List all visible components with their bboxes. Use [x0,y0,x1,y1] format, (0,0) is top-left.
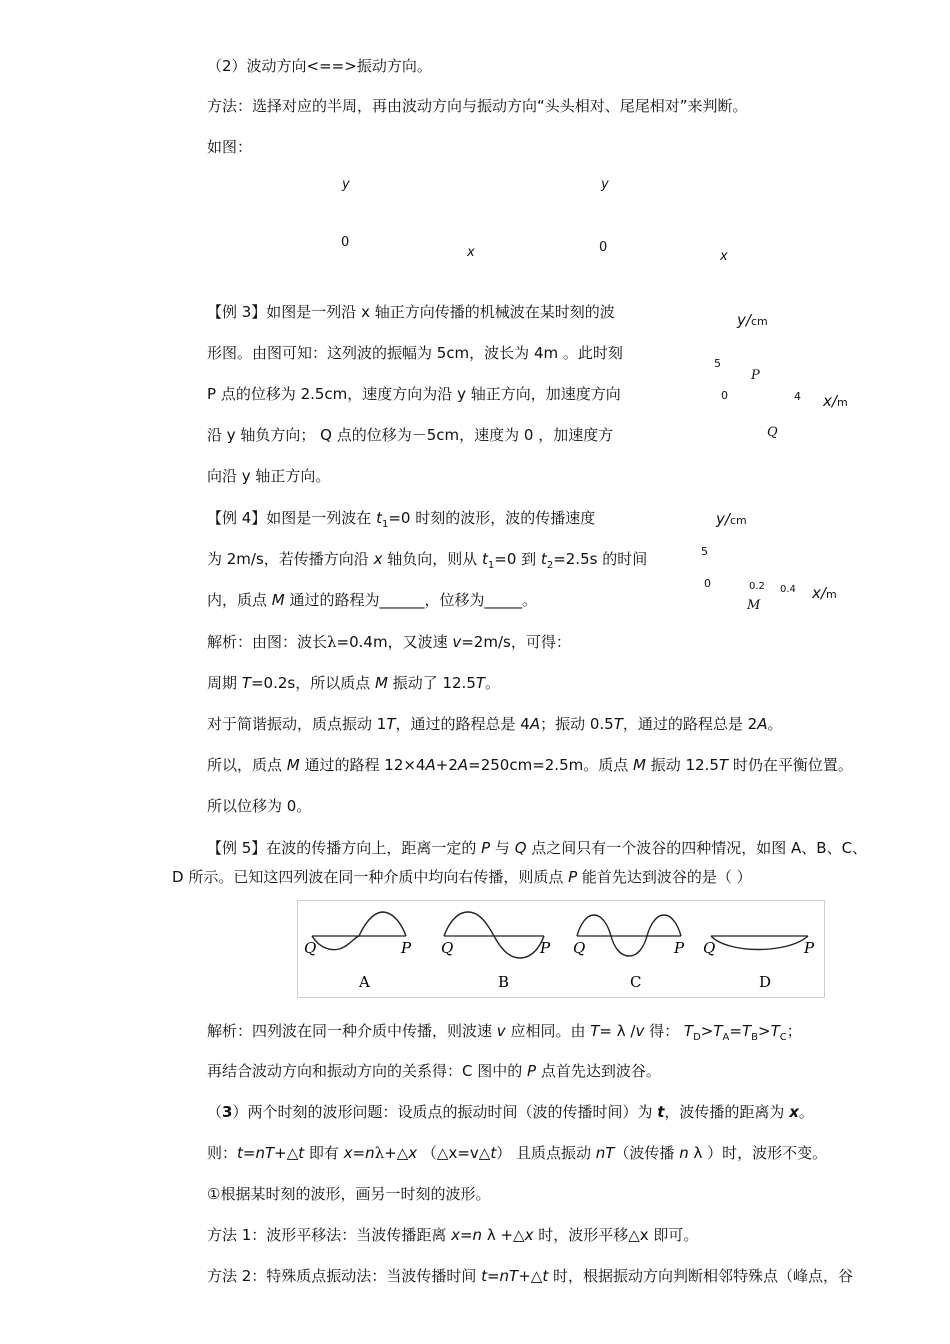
panel-d-name: D [759,973,772,991]
section-heading: （2）波动方向<==>振动方向。 [207,57,432,75]
part3-line-5: 方法 2：特殊质点振动法：当波传播时间 t=nT+△t 时，根据振动方向判断相邻特殊点（峰点，谷 [207,1267,853,1285]
panel-d-q-label: Q [703,939,716,957]
ex3-point-q: Q [767,425,778,440]
panel-a-q-label: Q [304,939,317,957]
analysis4-line-5: 所以位移为 0。 [207,797,312,815]
ex3-y-axis-label: y/cm [737,311,768,329]
ex3-y-value: 5 [714,357,721,370]
example4-line-2: 为 2m/s，若传播方向沿 x 轴负向，则从 $t_1=0$ 到 $t_2=2.5s$ 的时间 [207,550,648,571]
analysis4-line-2: 周期 T=0.2s，所以质点 M 振动了 12.5T。 [207,674,501,692]
example3-line-1: 【例 3】如图是一列沿 x 轴正方向传播的机械波在某时刻的波 [207,303,615,321]
answer-blank-distance[interactable]: ______ [379,591,425,609]
panel-c [573,915,685,991]
analysis4-line-3: 对于简谐振动，质点振动 1T，通过的路程总是 4A；振动 0.5T，通过的路程总是 2A。 [207,715,783,733]
fig2-y-label: y [601,177,609,192]
panel-c-name: C [630,973,642,991]
example4-line-3: 内，质点 M 通过的路程为______，位移为_____。 [207,591,538,609]
panel-a-wave [312,912,406,950]
panel-c-q-label: Q [573,939,586,957]
example3-line-3: P 点的位移为 2.5cm，速度方向为沿 y 轴正方向，加速度方向 [207,385,621,403]
fig2-origin: 0 [599,240,608,255]
analysis5-line-1: 解析：四列波在同一种介质中传播，则波速 v 应相同。由 T= λ /v 得： $T_D>T_A=T_B>T_C$； [207,1022,802,1043]
analysis5-line-2: 再结合波动方向和振动方向的关系得：C 图中的 P 点首先达到波谷。 [207,1062,661,1080]
fig1-origin: 0 [341,235,350,250]
example5-wave-figure [297,900,825,998]
part3-line-3: ①根据某时刻的波形，画另一时刻的波形。 [207,1185,491,1203]
ex3-point-p: P [751,368,760,383]
example3-line-5: 向沿 y 轴正方向。 [207,467,331,485]
example3-line-4: 沿 y 轴负方向； Q 点的位移为－5cm，速度为 0 ，加速度方 [207,426,614,444]
example3-line-2: 形图。由图可知：这列波的振幅为 5cm，波长为 4m 。此时刻 [207,344,623,362]
panel-d-p-label: P [804,939,815,957]
ex3-x-axis-label: x/m [823,392,848,410]
fig2-x-label: x [720,249,728,264]
ex4-x-value-1: 0.2 [749,581,765,592]
panel-b-p-label: P [540,939,551,957]
part3-line-4: 方法 1：波形平移法：当波传播距离 x=n λ +△x 时，波形平移△x 即可。 [207,1226,699,1244]
panel-d-wave [711,936,808,950]
panel-a-name: A [359,973,370,991]
wave-panels-svg [298,901,824,997]
fig1-x-label: x [467,245,475,260]
example4-line-1: 【例 4】如图是一列波在 $t_1=0$ 时刻的波形，波的传播速度 [207,509,596,530]
ex4-x-value-2: 0.4 [780,584,796,595]
example5-line-1: 【例 5】在波的传播方向上，距离一定的 P 与 Q 点之间只有一个波谷的四种情况，如图 A、B、C、 [207,839,868,857]
ex3-x-value: 4 [794,390,801,403]
analysis4-line-1: 解析：由图：波长λ=0.4m，又波速 v=2m/s，可得： [207,633,571,651]
ex4-y-value: 5 [701,545,708,558]
panel-b-name: B [498,973,510,991]
panel-b-q-label: Q [441,939,454,957]
part3-line-1: （3）两个时刻的波形问题：设质点的振动时间（波的传播时间）为 t，波传播的距离为 x。 [207,1103,814,1121]
ex4-origin: 0 [704,577,711,590]
answer-blank-displacement[interactable]: _____ [484,591,523,609]
ex3-origin: 0 [721,389,728,402]
example5-line-2: D 所示。已知这四列波在同一种介质中均向右传播，则质点 P 能首先达到波谷的是（ ） [172,868,752,886]
as-figure-text: 如图： [207,138,253,156]
panel-b-wave [444,912,544,958]
panel-d [703,936,815,991]
panel-a [304,912,412,991]
part3-line-2: 则：t=nT+△t 即有 x=nλ+△x （△x=v△t） 且质点振动 nT（波传播 n λ ）时，波形不变。 [207,1144,828,1162]
method-text: 方法：选择对应的半周，再由波动方向与振动方向“头头相对、尾尾相对”来判断。 [207,97,748,115]
ex4-y-axis-label: y/cm [716,510,747,528]
ex4-x-axis-label: x/m [812,584,837,602]
fig1-y-label: y [342,177,350,192]
ex4-point-m: M [747,598,761,613]
panel-c-p-label: P [674,939,685,957]
analysis4-line-4: 所以，质点 M 通过的路程 12×4A+2A=250cm=2.5m。质点 M 振动 12.5T 时仍在平衡位置。 [207,756,853,774]
panel-a-p-label: P [401,939,412,957]
panel-b [441,912,551,991]
